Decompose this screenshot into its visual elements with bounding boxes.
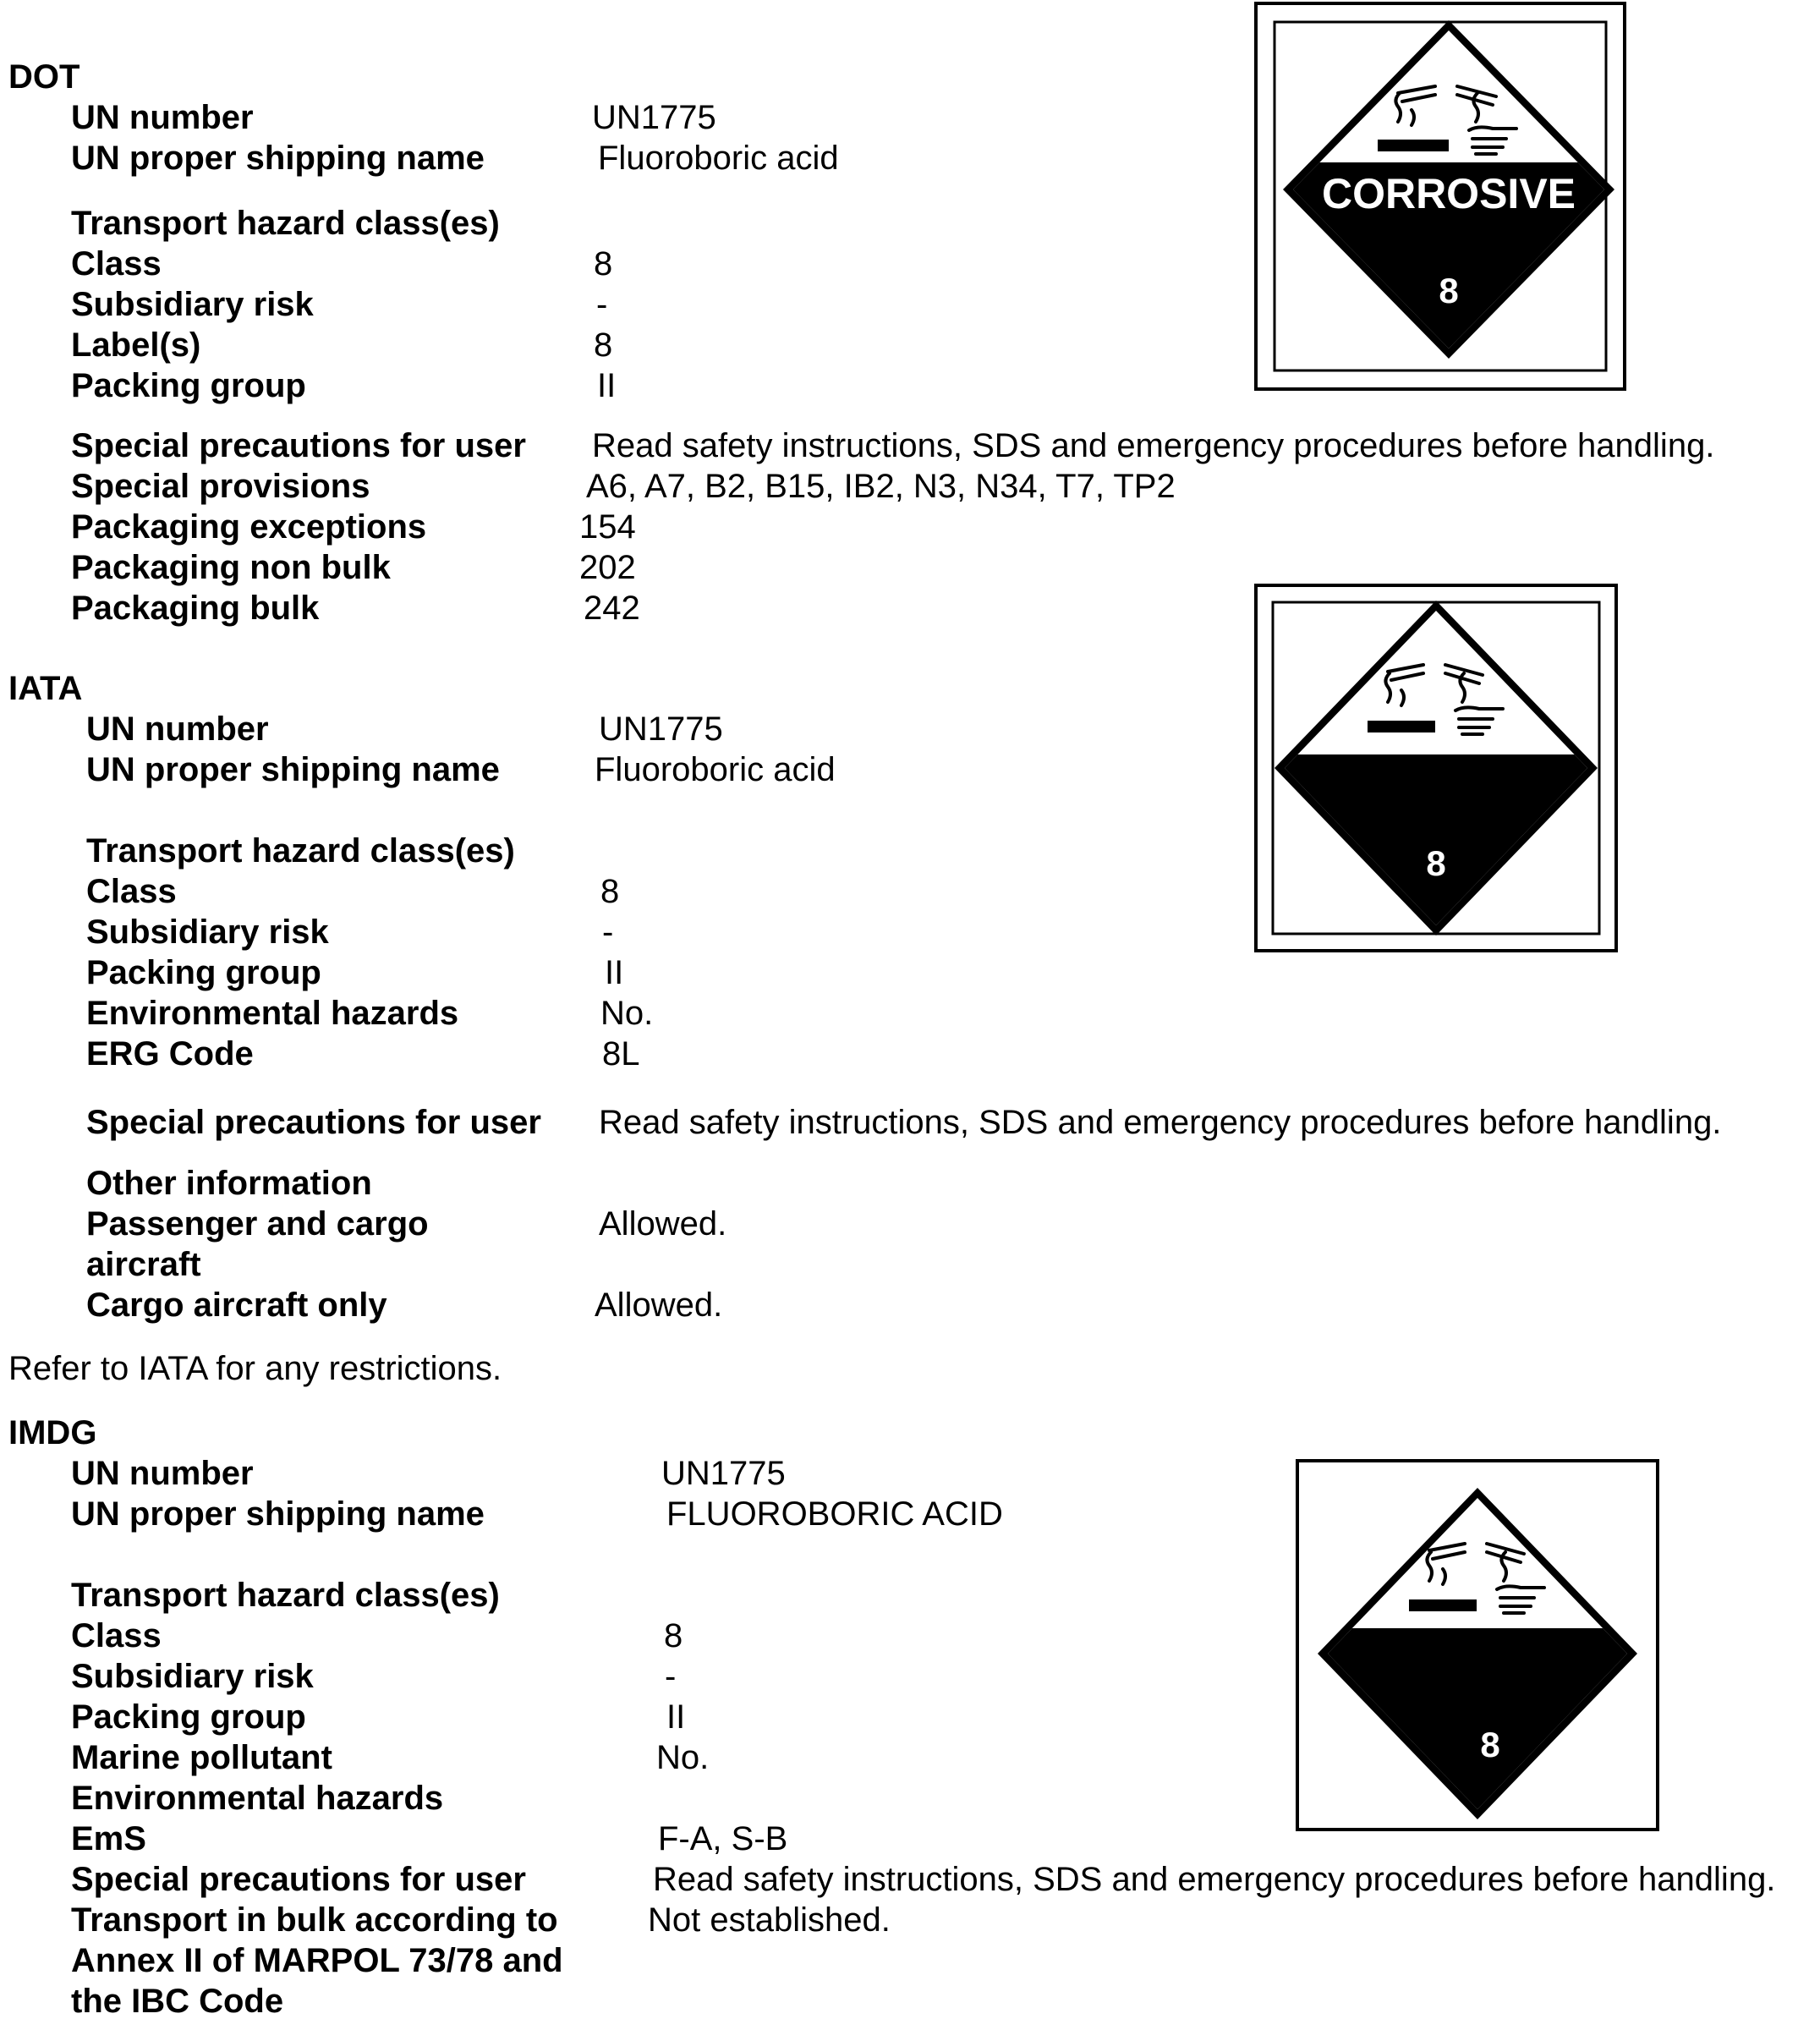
imdg-bulk-value: Not established. — [648, 1901, 891, 1939]
imdg-packing-label: Packing group — [71, 1698, 306, 1736]
dot-precautions-value: Read safety instructions, SDS and emergency procedures before handling. — [592, 427, 1715, 464]
dot-non-bulk-value: 202 — [579, 549, 636, 586]
iata-section-title: IATA — [8, 670, 83, 707]
iata-hazard-heading: Transport hazard class(es) — [86, 832, 515, 870]
imdg-marine-label: Marine pollutant — [71, 1739, 332, 1776]
iata-shipping-name-label: UN proper shipping name — [86, 751, 500, 788]
iata-erg-label: ERG Code — [86, 1035, 254, 1073]
iata-precautions-value: Read safety instructions, SDS and emergency procedures before handling. — [599, 1104, 1722, 1141]
iata-other-heading: Other information — [86, 1165, 372, 1202]
imdg-hazard-heading: Transport hazard class(es) — [71, 1577, 500, 1614]
imdg-un-number-label: UN number — [71, 1455, 254, 1492]
dot-exceptions-label: Packaging exceptions — [71, 508, 427, 546]
dot-packing-label: Packing group — [71, 367, 306, 404]
iata-cargo-label: Cargo aircraft only — [86, 1287, 387, 1324]
imdg-shipping-name-label: UN proper shipping name — [71, 1495, 485, 1533]
iata-subsidiary-value: - — [602, 914, 614, 951]
imdg-section-title: IMDG — [8, 1414, 97, 1451]
dot-section-title: DOT — [8, 58, 80, 96]
iata-precautions-label: Special precautions for user — [86, 1104, 541, 1141]
imdg-packing-value: II — [666, 1698, 686, 1736]
dot-packing-value: II — [597, 367, 617, 404]
iata-env-label: Environmental hazards — [86, 995, 459, 1032]
iata-un-number-label: UN number — [86, 710, 269, 748]
placard-number: 8 — [1480, 1725, 1500, 1764]
iata-cargo-value: Allowed. — [595, 1287, 723, 1324]
dot-labels-value: 8 — [594, 326, 613, 364]
imdg-marine-value: No. — [656, 1739, 710, 1776]
imdg-precautions-label: Special precautions for user — [71, 1861, 526, 1898]
corrosive-label-icon — [1296, 1459, 1659, 1831]
dot-hazard-heading: Transport hazard class(es) — [71, 205, 500, 242]
iata-packing-label: Packing group — [86, 954, 321, 991]
imdg-un-number-value: UN1775 — [661, 1455, 786, 1492]
iata-un-number-value: UN1775 — [599, 710, 723, 748]
iata-note: Refer to IATA for any restrictions. — [8, 1350, 502, 1387]
dot-subsidiary-label: Subsidiary risk — [71, 286, 314, 323]
iata-passenger-label-line1: Passenger and cargo — [86, 1205, 429, 1243]
imdg-subsidiary-label: Subsidiary risk — [71, 1658, 314, 1695]
imdg-env-label: Environmental hazards — [71, 1780, 444, 1817]
iata-shipping-name-value: Fluoroboric acid — [595, 751, 836, 788]
iata-passenger-label-line2: aircraft — [86, 1246, 201, 1283]
dot-shipping-name-value: Fluoroboric acid — [598, 140, 839, 177]
placard-number: 8 — [1426, 843, 1446, 883]
iata-subsidiary-label: Subsidiary risk — [86, 914, 329, 951]
dot-exceptions-value: 154 — [579, 508, 636, 546]
dot-bulk-label: Packaging bulk — [71, 590, 320, 627]
dot-precautions-label: Special precautions for user — [71, 427, 526, 464]
imdg-bulk-label-line1: Transport in bulk according to — [71, 1901, 558, 1939]
placard-number: 8 — [1439, 271, 1459, 310]
imdg-bulk-label-line2: Annex II of MARPOL 73/78 and — [71, 1942, 563, 1979]
imdg-bulk-label-line3: the IBC Code — [71, 1983, 284, 2020]
iata-erg-value: 8L — [602, 1035, 640, 1073]
imdg-ems-value: F-A, S-B — [658, 1820, 788, 1857]
dot-class-label: Class — [71, 245, 162, 283]
dot-un-number-value: UN1775 — [592, 99, 716, 136]
imdg-precautions-value: Read safety instructions, SDS and emergency procedures before handling. — [653, 1861, 1776, 1898]
iata-passenger-value: Allowed. — [599, 1205, 727, 1243]
imdg-class-label: Class — [71, 1617, 162, 1654]
dot-un-number-label: UN number — [71, 99, 254, 136]
imdg-subsidiary-value: - — [665, 1658, 677, 1695]
dot-provisions-label: Special provisions — [71, 468, 370, 505]
corrosive-placard-icon — [1254, 2, 1626, 391]
dot-non-bulk-label: Packaging non bulk — [71, 549, 391, 586]
iata-packing-value: II — [605, 954, 624, 991]
dot-class-value: 8 — [594, 245, 613, 283]
dot-subsidiary-value: - — [596, 286, 608, 323]
dot-provisions-value: A6, A7, B2, B15, IB2, N3, N34, T7, TP2 — [586, 468, 1176, 505]
dot-bulk-value: 242 — [584, 590, 640, 627]
iata-class-label: Class — [86, 873, 177, 910]
imdg-class-value: 8 — [664, 1617, 683, 1654]
iata-class-value: 8 — [600, 873, 620, 910]
iata-env-value: No. — [600, 995, 654, 1032]
imdg-ems-label: EmS — [71, 1820, 146, 1857]
imdg-shipping-name-value: FLUOROBORIC ACID — [666, 1495, 1003, 1533]
placard-word: CORROSIVE — [1321, 170, 1576, 217]
dot-labels-label: Label(s) — [71, 326, 201, 364]
dot-shipping-name-label: UN proper shipping name — [71, 140, 485, 177]
corrosive-label-icon — [1254, 584, 1618, 952]
